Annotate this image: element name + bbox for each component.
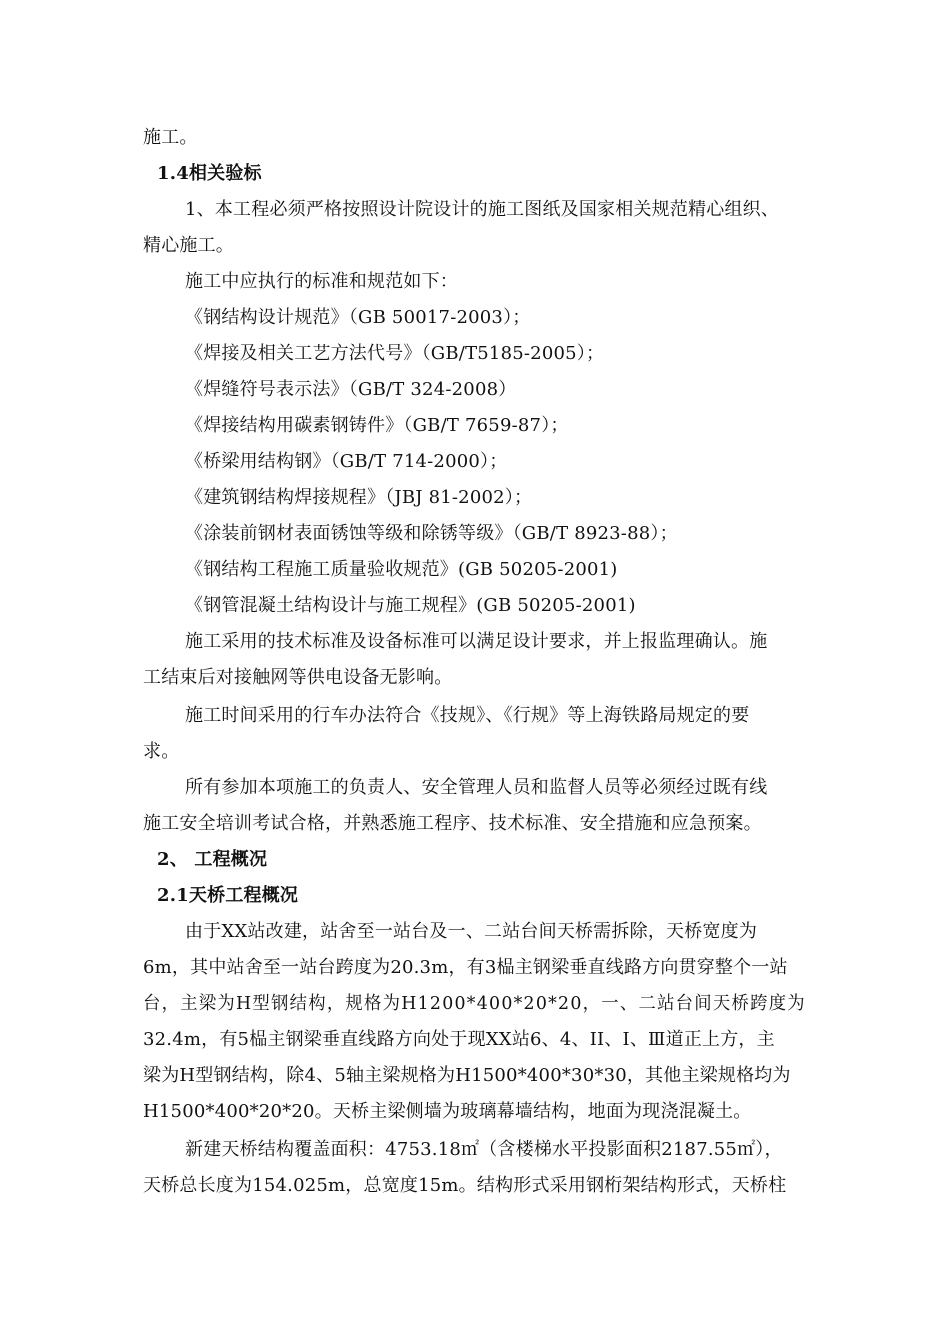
text-line: 工结束后对接触网等供电设备无影响。 (143, 667, 453, 688)
text-line: 6m，其中站舍至一站台跨度为20.3m，有3榀主钢梁垂直线路方向贯穿整个一站 (143, 957, 788, 978)
section-heading-2-1: 2.1天桥工程概况 (157, 885, 299, 906)
section-heading-1-4: 1.4相关验标 (157, 163, 262, 184)
text-line: 施工安全培训考试合格，并熟悉施工程序、技术标准、安全措施和应急预案。 (143, 813, 762, 834)
text-line: 施工采用的技术标准及设备标准可以满足设计要求，并上报监理确认。施 (185, 631, 768, 652)
text-line: 精心施工。 (143, 235, 234, 256)
standard-item: 《建筑钢结构焊接规程》（JBJ 81-2002）； (185, 487, 533, 508)
text-line: 32.4m，有5榀主钢梁垂直线路方向处于现XX站6、4、II、I、Ⅲ道正上方，主 (143, 1029, 775, 1050)
text-line: 求。 (143, 741, 180, 762)
standard-item: 《涂装前钢材表面锈蚀等级和除锈等级》（GB/T 8923-88）； (185, 523, 678, 544)
standard-item: 《焊缝符号表示法》（GB/T 324-2008） (185, 379, 517, 400)
text-line: 由于XX站改建，站舍至一站台及一、二站台间天桥需拆除，天桥宽度为 (185, 921, 758, 942)
section-heading-2: 2、 工程概况 (157, 849, 268, 870)
standard-item: 《钢结构工程施工质量验收规范》(GB 50205-2001) (185, 559, 618, 580)
text-line: 梁为H型钢结构，除4、5轴主梁规格为H1500*400*30*30，其他主梁规格均为 (143, 1065, 791, 1086)
standard-item: 《焊接及相关工艺方法代号》（GB/T5185-2005）； (185, 343, 605, 364)
text-line: 所有参加本项施工的负责人、安全管理人员和监督人员等必须经过既有线 (185, 777, 768, 798)
text-line: 1、本工程必须严格按照设计院设计的施工图纸及国家相关规范精心组织、 (185, 199, 780, 220)
text-line: H1500*400*20*20。天桥主梁侧墙为玻璃幕墙结构，地面为现浇混凝土。 (143, 1101, 752, 1122)
text-line: 施工时间采用的行车办法符合《技规》、《行规》等上海铁路局规定的要 (185, 705, 750, 726)
standard-item: 《桥梁用结构钢》（GB/T 714-2000）； (185, 451, 508, 472)
standard-item: 《焊接结构用碳素钢铸件》（GB/T 7659-87）； (185, 415, 569, 436)
text-line: 施工。 (143, 127, 198, 148)
text-line: 天桥总长度为154.025m，总宽度15m。结构形式采用钢桁架结构形式，天桥柱 (143, 1175, 787, 1196)
text-line: 新建天桥结构覆盖面积：4753.18㎡（含楼梯水平投影面积2187.55㎡）， (185, 1139, 783, 1160)
standard-item: 《钢管混凝土结构设计与施工规程》(GB 50205-2001) (185, 595, 636, 616)
standard-item: 《钢结构设计规范》（GB 50017-2003）； (185, 307, 531, 328)
text-line: 台，主梁为H型钢结构，规格为H1200*400*20*20，一、二站台间天桥跨度为 (143, 993, 806, 1014)
text-line: 施工中应执行的标准和规范如下： (185, 271, 458, 292)
